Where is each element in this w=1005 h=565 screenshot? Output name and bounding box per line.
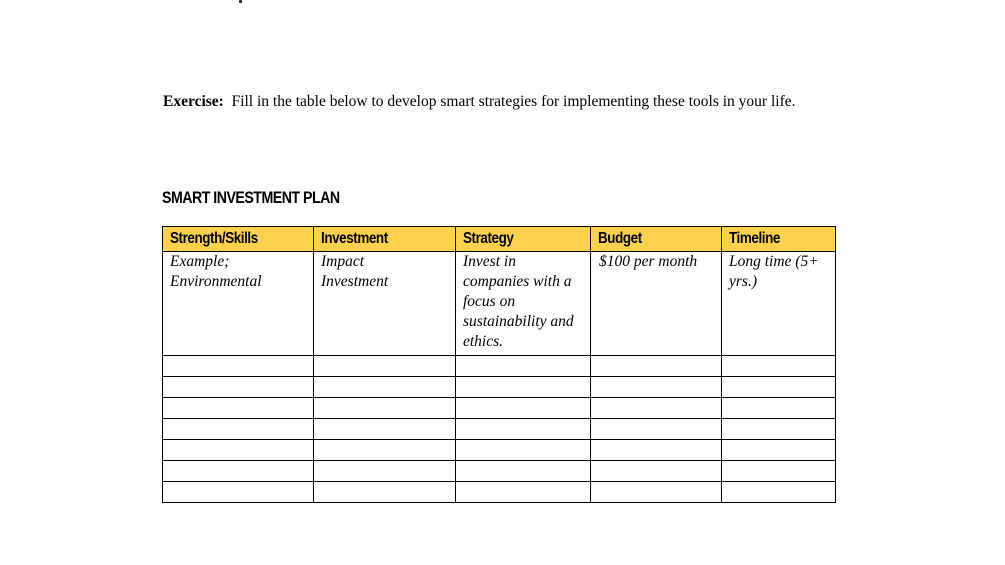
example-cell-timeline: Long time (5+ yrs.) (722, 252, 836, 356)
table-cell-empty[interactable] (456, 482, 591, 503)
table-cell-empty[interactable] (722, 398, 836, 419)
table-cell-empty[interactable] (591, 356, 722, 377)
table-row (163, 482, 836, 503)
table-cell-empty[interactable] (591, 482, 722, 503)
table-cell-empty[interactable] (722, 419, 836, 440)
table-cell-empty[interactable] (722, 482, 836, 503)
column-header-label: Strategy (463, 230, 514, 247)
exercise-text: Fill in the table below to develop smart strategies for implementing these tools in your life. (231, 93, 796, 110)
table-cell-empty[interactable] (163, 398, 314, 419)
table-row (163, 377, 836, 398)
table-cell-empty[interactable] (163, 377, 314, 398)
table-cell-empty[interactable] (314, 482, 456, 503)
column-header-strength-skills (163, 227, 314, 252)
table-cell-empty[interactable] (456, 398, 591, 419)
column-header-strategy (456, 227, 591, 252)
table-cell-empty[interactable] (591, 377, 722, 398)
table-cell-empty[interactable] (456, 461, 591, 482)
example-row (163, 252, 836, 356)
column-header-label: Investment (321, 230, 388, 247)
table-cell-empty[interactable] (314, 377, 456, 398)
example-cell-strategy: Invest in companies with a focus on sustainability and ethics. (456, 252, 591, 356)
table-cell-empty[interactable] (163, 482, 314, 503)
column-header-budget (591, 227, 722, 252)
table-cell-empty[interactable] (456, 377, 591, 398)
exercise-label: Exercise: (163, 93, 224, 110)
table-row (163, 356, 836, 377)
table-cell-empty[interactable] (163, 356, 314, 377)
exercise-instructions (163, 91, 853, 113)
table-cell-empty[interactable] (314, 461, 456, 482)
table-cell-empty[interactable] (456, 356, 591, 377)
table-cell-empty[interactable] (591, 461, 722, 482)
column-header-timeline (722, 227, 836, 252)
example-cell-strength: Example; Environmental (163, 252, 314, 356)
table-cell-empty[interactable] (314, 419, 456, 440)
table-cell-empty[interactable] (591, 419, 722, 440)
column-header-label: Budget (598, 230, 642, 247)
table-cell-empty[interactable] (314, 356, 456, 377)
table-cell-empty[interactable] (163, 440, 314, 461)
investment-plan-table (162, 226, 836, 503)
table-row (163, 461, 836, 482)
column-header-label: Timeline (729, 230, 780, 247)
table-cell-empty[interactable] (722, 461, 836, 482)
table-cell-empty[interactable] (314, 440, 456, 461)
table-header-row (163, 227, 836, 252)
table-cell-empty[interactable] (163, 461, 314, 482)
table-cell-empty[interactable] (456, 440, 591, 461)
table-cell-empty[interactable] (591, 440, 722, 461)
table-cell-empty[interactable] (314, 398, 456, 419)
column-header-label: Strength/Skills (170, 230, 258, 247)
table-cell-empty[interactable] (591, 398, 722, 419)
column-header-investment (314, 227, 456, 252)
table-row (163, 419, 836, 440)
example-cell-investment: Impact Investment (314, 252, 456, 356)
example-cell-budget: $100 per month (591, 252, 722, 356)
page-top-fragment (236, 0, 246, 4)
table-row (163, 440, 836, 461)
table-cell-empty[interactable] (722, 377, 836, 398)
table-cell-empty[interactable] (722, 356, 836, 377)
table-cell-empty[interactable] (456, 419, 591, 440)
table-cell-empty[interactable] (722, 440, 836, 461)
table-row (163, 398, 836, 419)
table-cell-empty[interactable] (163, 419, 314, 440)
plan-title: SMART INVESTMENT PLAN (162, 189, 340, 207)
